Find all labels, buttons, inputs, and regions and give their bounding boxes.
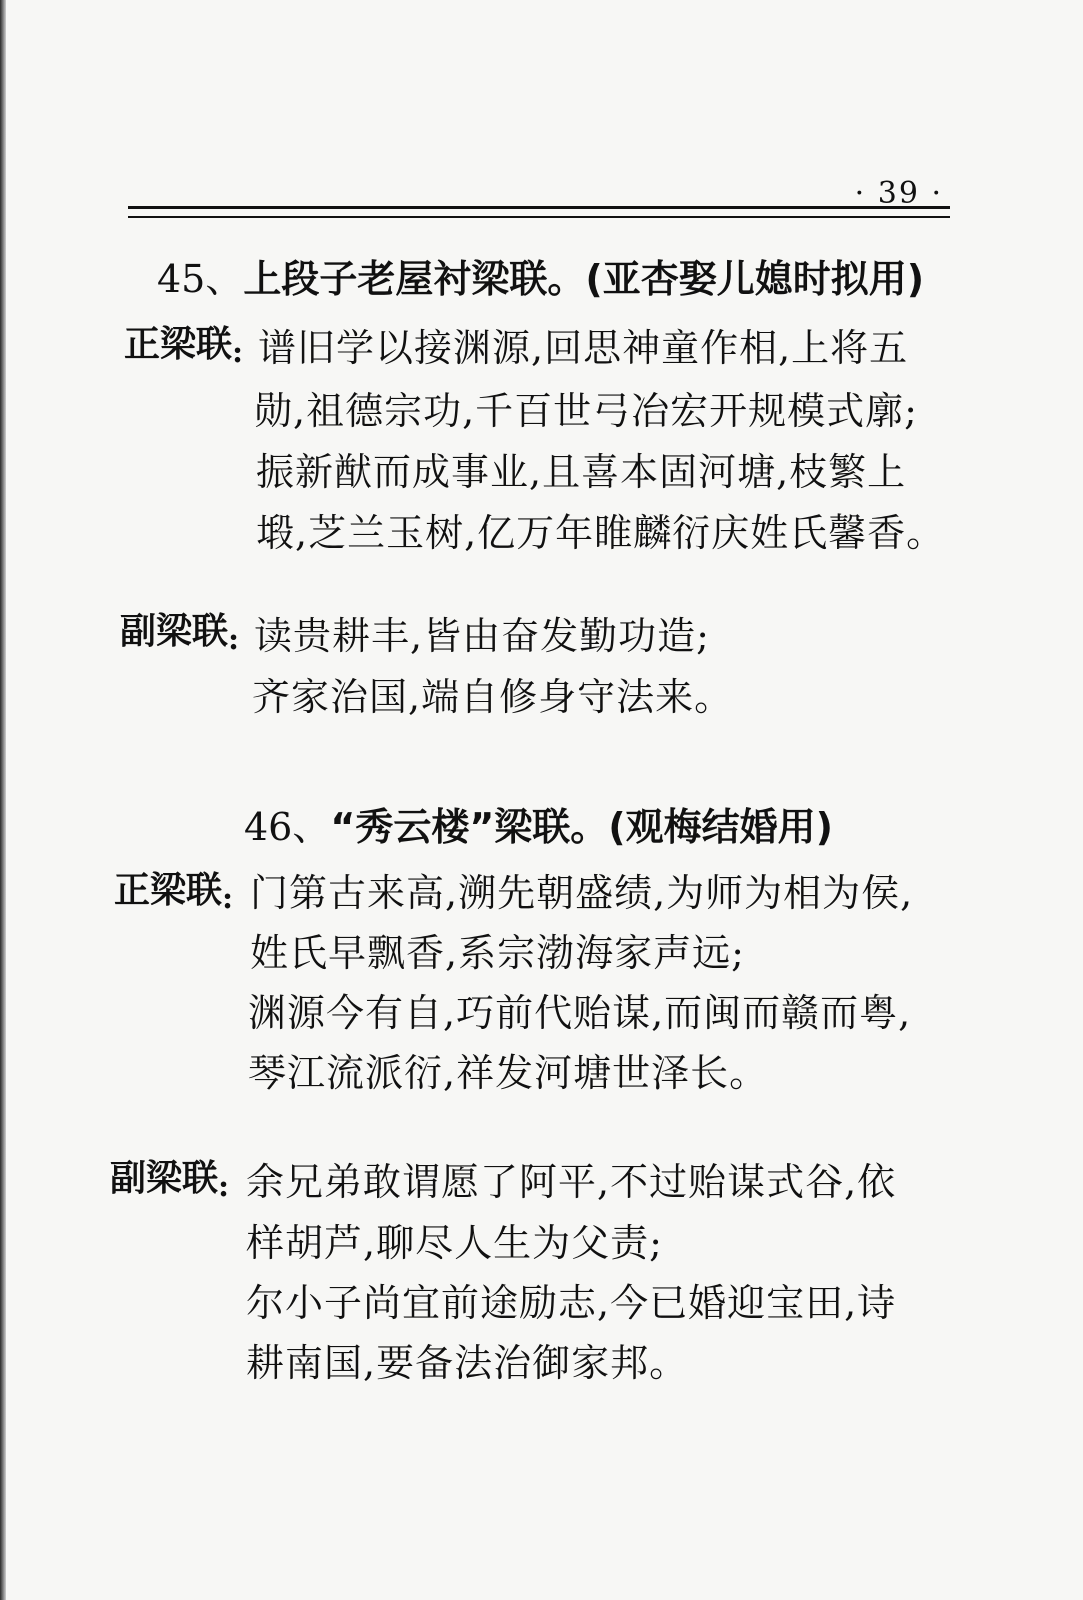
section-45-number: 45、 bbox=[157, 257, 244, 301]
secondary-couplet-label: 副梁联 bbox=[120, 611, 229, 652]
section-45-main-line-2: 勋,祖德宗功,千百世弓冶宏开规模式廓; bbox=[254, 389, 918, 433]
section-46-number: 46、 bbox=[244, 805, 331, 849]
label-colon: : bbox=[232, 335, 244, 370]
section-45-secondary-line-1: 读贵耕丰,皆由奋发勤功造; bbox=[254, 614, 710, 658]
secondary-couplet-label: 副梁联 bbox=[110, 1158, 219, 1199]
section-46-heading bbox=[244, 796, 833, 851]
section-46-secondary-line-1: 余兄弟敢谓愿了阿平,不过贻谋式谷,依 bbox=[246, 1160, 897, 1204]
section-46-secondary-label bbox=[110, 1150, 230, 1204]
header-rule-top bbox=[128, 206, 950, 209]
page-number: · 39 · bbox=[854, 176, 943, 211]
section-46-main-line-1: 门第古来高,溯先朝盛绩,为师为相为侯, bbox=[250, 871, 914, 915]
section-45-title: 上段子老屋衬梁联。(亚杏娶儿媳时拟用) bbox=[243, 257, 925, 301]
section-45-main-line-1: 谱旧学以接渊源,回思神童作相,上将五 bbox=[258, 326, 909, 370]
section-45-secondary-line-2: 齐家治国,端自修身守法来。 bbox=[252, 675, 734, 719]
section-46-secondary-line-4: 耕南国,要备法治御家邦。 bbox=[246, 1341, 689, 1385]
section-46-main-line-2: 姓氏早飘香,系宗渤海家声远; bbox=[250, 931, 745, 975]
section-46-secondary-line-3: 尔小子尚宜前途励志,今已婚迎宝田,诗 bbox=[246, 1281, 897, 1325]
label-colon: : bbox=[228, 622, 240, 657]
section-45-main-label bbox=[124, 316, 244, 370]
section-46-secondary-line-2: 样胡芦,聊尽人生为父责; bbox=[246, 1221, 663, 1265]
section-46-main-label bbox=[114, 862, 234, 916]
label-colon: : bbox=[222, 881, 234, 916]
main-couplet-label: 正梁联 bbox=[114, 870, 223, 911]
section-46-main-line-3: 渊源今有自,巧前代贻谋,而闽而赣而粤, bbox=[248, 991, 912, 1035]
section-45-main-line-4: 塅,芝兰玉树,亿万年睢麟衍庆姓氏馨香。 bbox=[256, 511, 946, 555]
section-46-title: “秀云楼”梁联。(观梅结婚用) bbox=[330, 805, 834, 849]
label-colon: : bbox=[218, 1169, 230, 1204]
main-couplet-label: 正梁联 bbox=[124, 324, 233, 365]
section-45-secondary-label bbox=[120, 603, 240, 657]
section-45-main-line-3: 振新猷而成事业,且喜本固河塘,枝繁上 bbox=[256, 450, 907, 494]
page-edge-shadow bbox=[0, 0, 6, 1600]
header-rule-bottom bbox=[128, 216, 950, 218]
section-46-main-line-4: 琴江流派衍,祥发河塘世泽长。 bbox=[248, 1051, 769, 1095]
section-45-heading bbox=[157, 248, 924, 303]
